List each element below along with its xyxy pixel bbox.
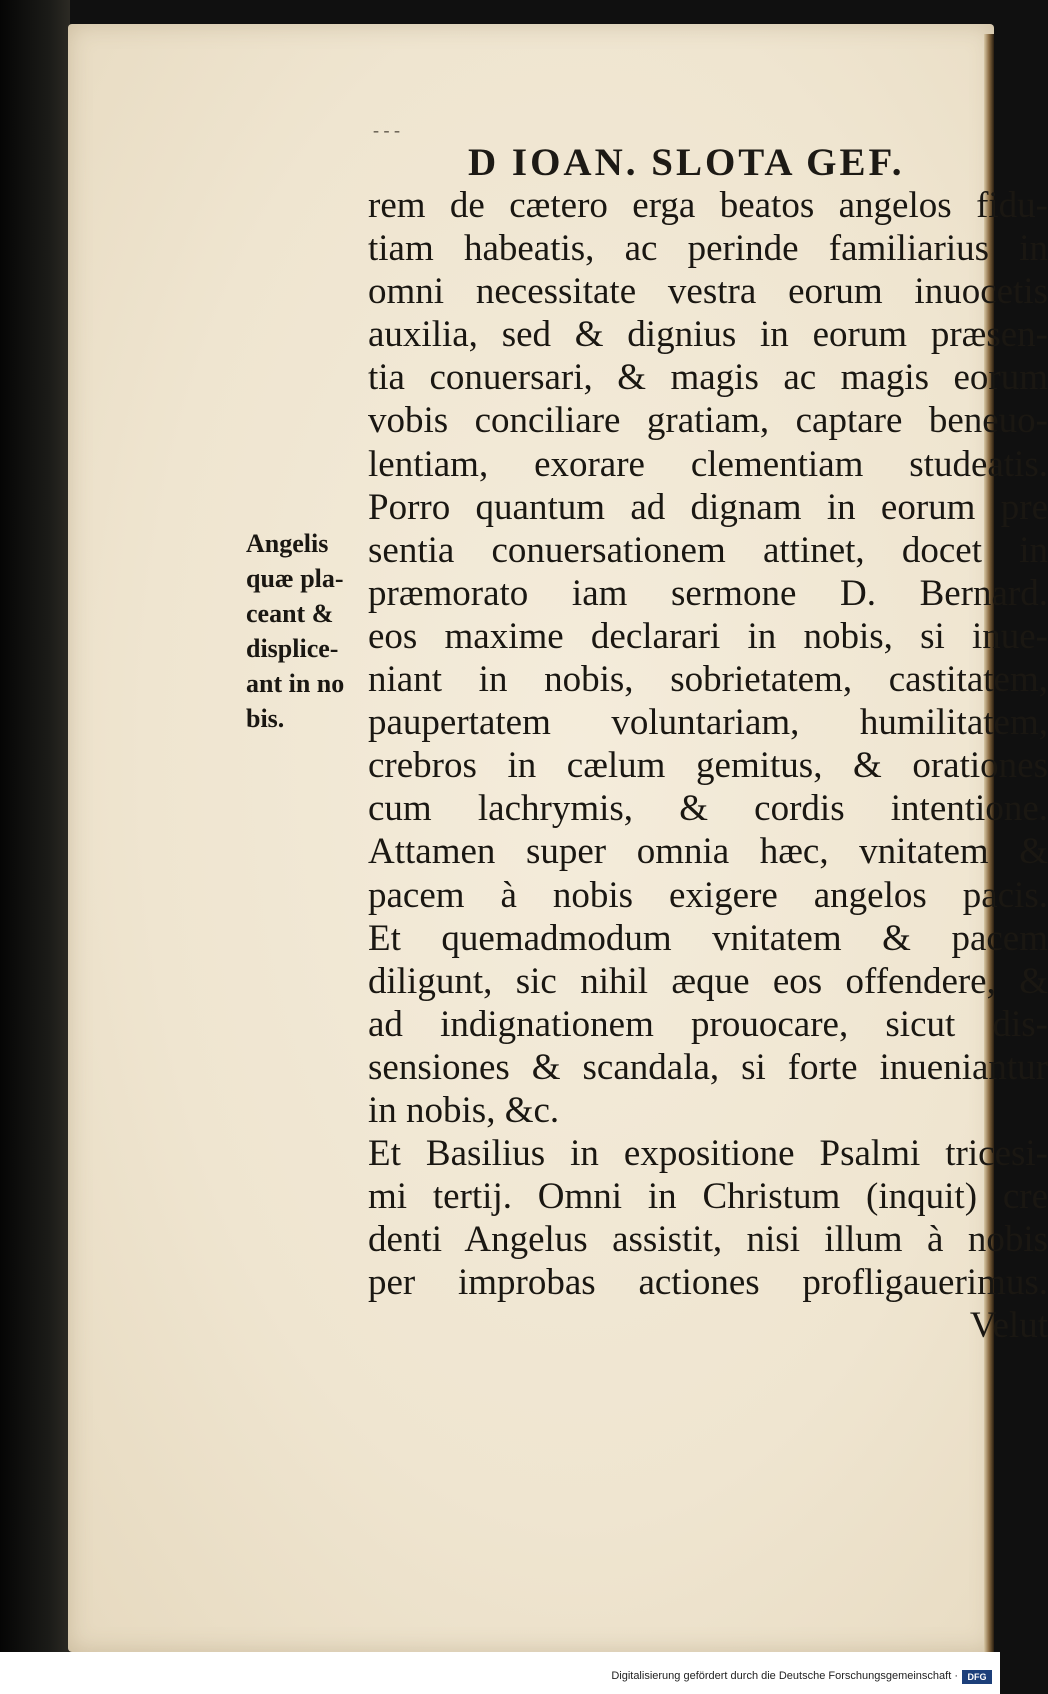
dfg-logo: DFG [962,1670,992,1684]
running-head-mark: - - - [373,120,400,140]
marginal-note-line: bis. [246,704,285,733]
text-line: Attamen super omnia hæc, vnitatem & [368,831,1048,873]
text-line: denti Angelus assistit, nisi illum à nobis [368,1219,1048,1261]
text-line: per improbas actiones profligauerimus. [368,1262,1048,1304]
book-spine-edge [0,0,70,1694]
marginal-note-line: ceant & [246,599,334,628]
text-line: Porro quantum ad dignam in eorum pre [368,486,1048,528]
text-line: cum lachrymis, & cordis intentione. [368,788,1048,830]
text-line: mi tertij. Omni in Christum (inquit) cre [368,1176,1048,1218]
text-line: auxilia, sed & dignius in eorum præsen- [368,314,1048,356]
marginal-note-line: Angelis [246,529,329,558]
text-line: diligunt, sic nihil æque eos offendere, & [368,960,1048,1002]
marginal-note-line: ant in no [246,669,345,698]
catchword: Velut [969,1305,1048,1347]
running-head: D IOAN. SLOTA GEF. [468,141,905,184]
marginal-note-line: quæ pla- [246,564,344,593]
book-page [68,24,1048,1652]
text-line: tia conuersari, & magis ac magis eorum [368,357,1048,399]
text-line: niant in nobis, sobrietatem, castitatem, [368,659,1048,701]
text-line: sensiones & scandala, si forte inueniantur [368,1046,1048,1088]
text-line: Et quemadmodum vnitatem & pacem [368,917,1048,959]
marginal-note-line: displice- [246,634,339,663]
text-line: pacem à nobis exigere angelos pacis. [368,874,1048,916]
text-line: Et Basilius in expositione Psalmi tricesi- [368,1133,1048,1175]
text-line: rem de cætero erga beatos angelos fidu- [368,185,1048,226]
text-line: lentiam, exorare clementiam studeatis. [368,443,1048,485]
marginal-note [246,526,366,736]
text-line: tiam habeatis, ac perinde familiarius in [368,228,1048,270]
text-line: crebros in cælum gemitus, & orationes [368,745,1048,787]
text-line: in nobis, &c. [368,1089,560,1131]
text-line: præmorato iam sermone D. Bernard. [368,572,1048,614]
text-line: paupertatem voluntariam, humilitatem, [368,702,1048,744]
text-line: sentia conuersationem attinet, docet in [368,529,1048,571]
text-line: omni necessitate vestra eorum inuocetis [368,271,1048,313]
text-line: vobis conciliare gratiam, captare beneuo- [368,400,1048,442]
body-text [368,184,1048,1348]
text-line: eos maxime declarari in nobis, si inue- [368,615,1048,657]
footer-bar [0,1652,1000,1694]
text-line: ad indignationem prouocare, sicut dis- [368,1003,1048,1045]
footer-credit: Digitalisierung gefördert durch die Deutsche Forschungsgemeinschaft · [611,1670,958,1682]
